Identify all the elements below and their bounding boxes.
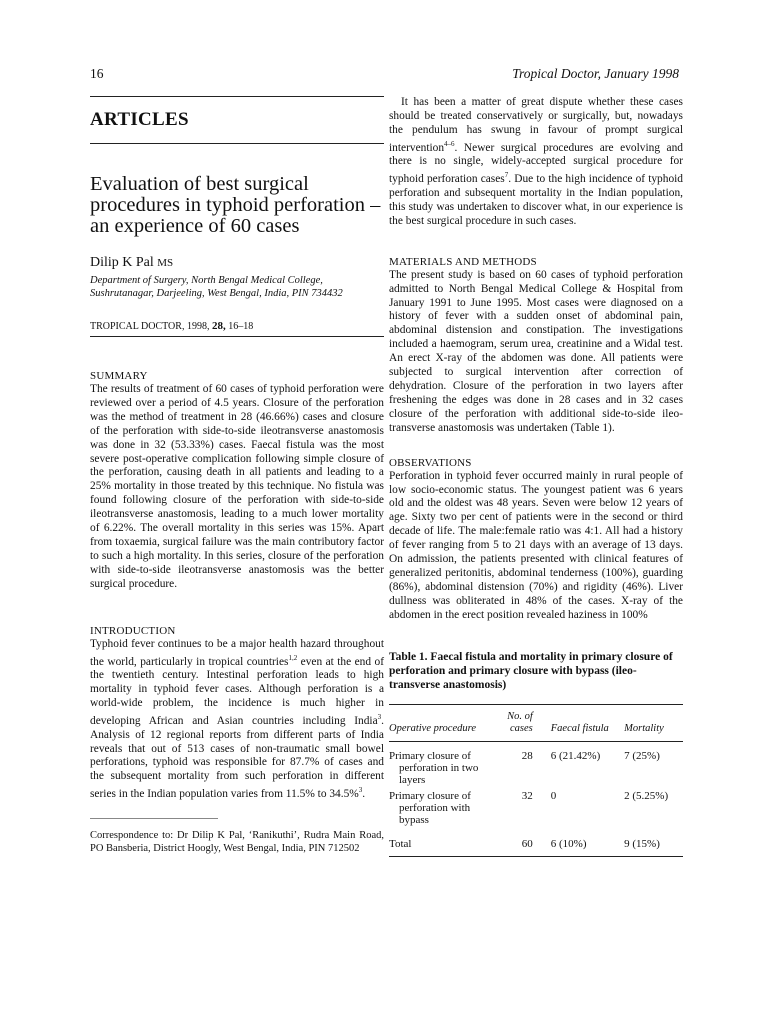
table-cell: Primary closure of perforation in two layers (389, 749, 479, 786)
citation-journal: TROPICAL DOCTOR, 1998, (90, 321, 210, 332)
page-number: 16 (90, 66, 104, 81)
table-caption: Table 1. Faecal fistula and mortality in primary closure of perforation and primary closure with bypass (ileo-transverse anastomosis) (389, 650, 673, 691)
author-degree: MS (157, 257, 174, 269)
citation-ref: 3 (358, 786, 363, 795)
table-cell: 0 (550, 789, 557, 802)
methods-section (389, 255, 683, 436)
observations-heading: OBSERVATIONS (389, 456, 472, 469)
section-label: ARTICLES (90, 109, 189, 130)
introduction-paragraph-1: Typhoid fever continues to be a major health hazard throughout the world, particularly in tropical countries$^{1,2}$ even at the end of the twentieth century. Intestinal perforation leads to high mortality in typhoid fever cases. Although perforation is a world-wide problem, the incidence is much higher in developing African and Asian countries including India$^3$. Analysis of 12 regional reports from different parts of India reveals that out of 513 cases of non-traumatic small bowel perforations, typhoid was responsible for 87.7% of cases and the subsequent mortality from such perforation in different series in the Indian population varies from 11.5% to 34.5%$^3$. (90, 637, 384, 801)
top-rule (90, 96, 384, 97)
introduction-heading: INTRODUCTION (90, 624, 176, 637)
table-cell: 28 (521, 749, 533, 762)
author-name: Dilip K Pal (90, 255, 154, 270)
table-cell: 2 (5.25%) (624, 789, 669, 802)
introduction-section (90, 624, 384, 802)
table-row (389, 788, 683, 828)
observations-section (389, 456, 683, 623)
table-cell: Total (389, 828, 492, 857)
citation-line (90, 320, 384, 336)
table-1 (389, 704, 683, 857)
table-cell: Primary closure of perforation with bypass (389, 789, 471, 826)
citation-ref: 3 (377, 712, 382, 721)
summary-text: The results of treatment of 60 cases of typhoid perforation were reviewed over a period of 4.5 years. Closure of the perforation was the method of treatment in 28 (46.66%) cases and closure of the perforation with side-to-side ileotransverse anastomosis was done in 32 (53.33%) cases. Faecal fistula was the most severe post-operative complication following simple closure of the perforation, causing death in all patients and leading to a 25% mortality in those treated by this technique. No fistula was found following closure of the perforation with side-to-side ileotransverse anastomosis, leading to a much lower mortality of 6.22%. The overall mortality in this series was 15%. Apart from toxaemia, surgical failure was the main contributory factor to such a high mortality. In this series, closure of the perforation with side-to-side ileotransverse anastomosis was the better surgical procedure. (90, 383, 384, 590)
table-row (389, 741, 683, 788)
table-header-row (389, 704, 683, 741)
table-header-cell: Mortality (620, 704, 683, 741)
citation-pages: 16–18 (228, 321, 254, 332)
table-header-cell: Faecal fistula (537, 704, 620, 741)
table-header-cell: Operative procedure (389, 704, 492, 741)
table-cell: 6 (10%) (537, 828, 620, 857)
author (90, 255, 384, 271)
right-column (389, 96, 683, 857)
introduction-paragraph-2: It has been a matter of great dispute whether these cases should be treated conservatively or surgically, but, nowadays the pendulum has swung in favour of prompt surgical intervention$^{4-6}$. Newer surgical procedures are evolving and there is no single, widely-accepted surgical procedure for typhoid perforation cases$^7$. Due to the high incidence of typhoid perforation and subsequent mortality in the Indian population, this study was undertaken to discover what, in our experience is the best surgical procedure in such cases. (389, 96, 684, 227)
citation-rule (90, 336, 384, 337)
table-cell: 6 (21.42%) (550, 749, 601, 762)
methods-heading: MATERIALS AND METHODS (389, 255, 537, 268)
table-cell: 60 (492, 828, 537, 857)
citation-ref: 1,2 (288, 653, 298, 662)
citation-volume: 28, (211, 320, 226, 332)
citation-ref: 4–6 (444, 139, 455, 148)
section-rule (90, 143, 384, 144)
footnote-rule (90, 818, 218, 819)
table-cell: 9 (15%) (620, 828, 683, 857)
summary-heading: SUMMARY (90, 370, 148, 382)
citation-ref: 7 (504, 171, 509, 180)
observations-text: Perforation in typhoid fever occurred mainly in rural people of low socio-economic status. The youngest patient was 6 years old and the oldest was 48 years. Seven were below 12 years of age. Sixty two per cent of patients were in the second or third decade of life. The male:female ratio was 4:1. All had a history of fever ranging from 5 to 21 days with an average of 13 days. On admission, the patients presented with clinical features of generalized peritonitis, abdominal tenderness (100%), guarding (86%), abdominal distension (70%) and rigidity (46%). Liver dullness was obliterated in 48% of the cases. X-ray of the abdomen in the erect position revealed haziness in 100% (389, 469, 683, 621)
methods-text: The present study is based on 60 cases of typhoid perforation admitted to North Bengal Medical College & Hospital from January 1991 to June 1995. Most cases were diagnosed on a history of fever with a sudden onset of abdominal pain, abdominal distension and constipation. The investigations included a haemogram, serum urea, creatinine and a Widal test. An erect X-ray of the abdomen was done. All patients were subjected to surgical intervention after correction of dehydration. Closure of the perforation in two layers after freshening the edges was done in 28 cases and in 32 cases closure of the perforation with additional side-to-side ileo-transverse anastomosis was undertaken (Table 1). (389, 268, 683, 434)
table-row-total (389, 828, 683, 857)
left-column (90, 96, 384, 855)
table-cell: 32 (521, 789, 533, 802)
correspondence-note: Correspondence to: Dr Dilip K Pal, ‘Ranikuthi’, Rudra Main Road, PO Bansberia, District Hoogly, West Bengal, India, PIN 712502 (90, 829, 384, 854)
summary-section (90, 369, 384, 592)
author-affiliation: Department of Surgery, North Bengal Medical College, Sushrutanagar, Darjeeling, West Bengal, India, PIN 734432 (90, 275, 343, 299)
running-header-journal: Tropical Doctor, January 1998 (512, 66, 679, 81)
table-cell: 7 (25%) (624, 749, 660, 762)
article-title: Evaluation of best surgical procedures in typhoid perforation – an experience of 60 cases (90, 173, 381, 237)
table-header-cell: No. of cases (492, 704, 537, 741)
